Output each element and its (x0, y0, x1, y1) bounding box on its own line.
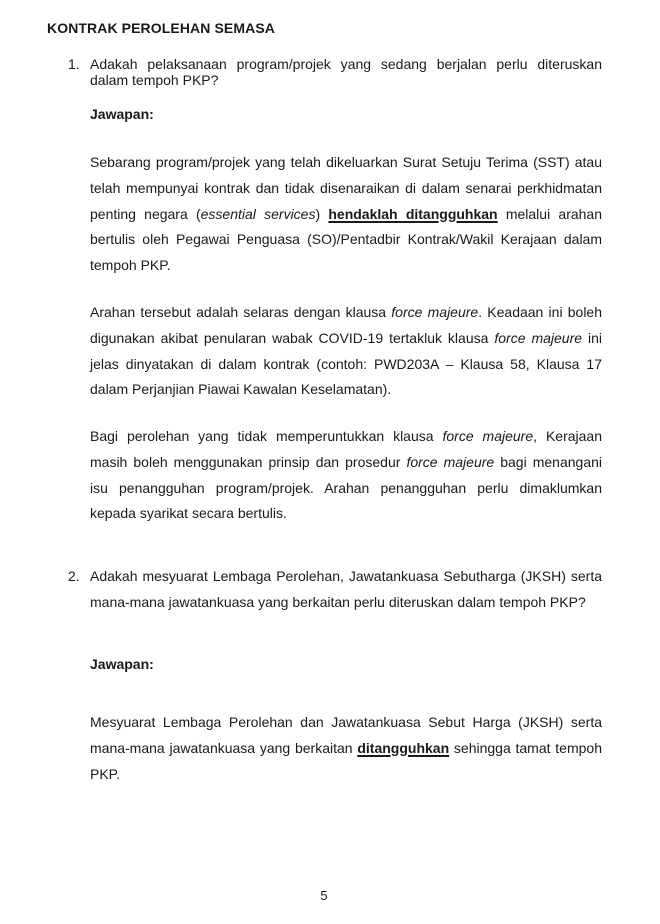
question-1-text: Adakah pelaksanaan program/projek yang sedang berjalan perlu diteruskan dalam tempoh PKP? (90, 56, 602, 88)
text-segment: ) (315, 205, 329, 222)
italic-term: force majeure (406, 453, 495, 470)
text-segment: , Kerajaan masih boleh menggunakan prinsip dan prosedur (90, 428, 602, 470)
question-1-answer-paragraph-3 (90, 424, 602, 527)
text-segment: Arahan tersebut adalah selaras dengan klausa (90, 304, 392, 320)
section-title: KONTRAK PEROLEHAN SEMASA (47, 20, 275, 36)
question-1-answer-paragraph-1 (90, 150, 602, 279)
emphasis-underlined: hendaklah ditangguhkan (328, 205, 498, 222)
text-segment: sehingga tamat tempoh PKP. (90, 739, 602, 782)
question-1-answer-paragraph-2 (90, 300, 602, 403)
question-2-answer-paragraph-1 (90, 710, 602, 787)
question-1-number: 1. (68, 56, 80, 72)
italic-term: force majeure (442, 428, 534, 444)
text-segment: Mesyuarat Lembaga Perolehan dan Jawatankuasa Sebut Harga (JKSH) serta mana-mana jawatankuasa yang berkaitan (90, 714, 602, 756)
emphasis-underlined: ditangguhkan (357, 739, 450, 756)
italic-term: force majeure (391, 304, 479, 320)
text-segment: Bagi perolehan yang tidak memperuntukkan klausa (90, 428, 443, 444)
text-segment: . Keadaan ini boleh digunakan akibat penularan wabak COVID-19 tertakluk klausa (90, 304, 603, 346)
text-segment: bagi menangani isu penangguhan program/projek. Arahan penangguhan perlu dimaklumkan kepada syarikat secara bertulis. (90, 453, 603, 522)
page-number: 5 (320, 888, 328, 903)
italic-term: essential services (200, 205, 316, 222)
question-2-number: 2. (68, 568, 80, 584)
text-segment: ini jelas dinyatakan di dalam kontrak (contoh: PWD203A – Klausa 58, Klausa 17 dalam Perjanjian Piawai Kawalan Keselamatan). (90, 329, 602, 398)
question-2-text: Adakah mesyuarat Lembaga Perolehan, Jawatankuasa Sebutharga (JKSH) serta mana-mana jawatankuasa yang berkaitan perlu diteruskan dalam tempoh PKP? (90, 568, 602, 610)
italic-term: force majeure (494, 329, 583, 346)
text-segment: melalui arahan bertulis oleh Pegawai Penguasa (SO)/Pentadbir Kontrak/Wakil Kerajaan dalam tempoh PKP. (90, 205, 602, 274)
question-1-answer-label: Jawapan: (90, 106, 154, 122)
question-2-answer-label: Jawapan: (90, 656, 154, 672)
text-segment: Sebarang program/projek yang telah dikeluarkan Surat Setuju Terima (SST) atau telah mempunyai kontrak dan tidak disenaraikan di dalam senarai perkhidmatan penting negara ( (90, 154, 602, 222)
